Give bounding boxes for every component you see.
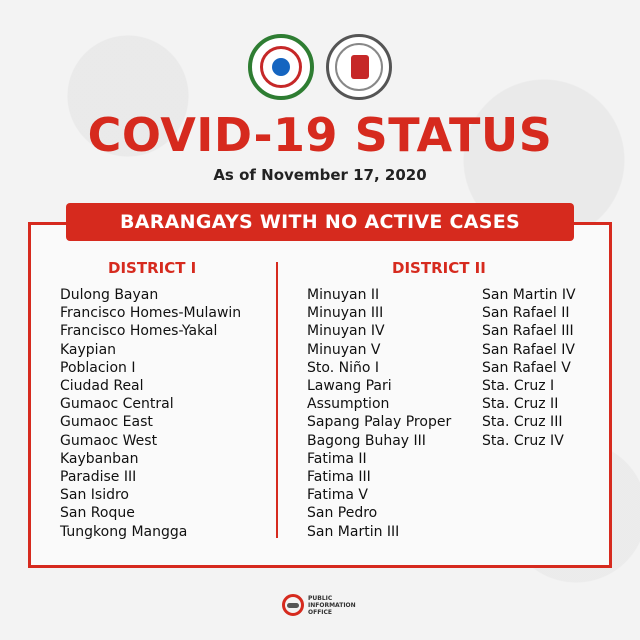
logo-row	[0, 34, 640, 100]
barangay-item: Poblacion I	[60, 359, 136, 376]
pio-logo-icon	[282, 594, 304, 616]
barangay-item: Minuyan IV	[307, 323, 385, 340]
barangay-item: Ciudad Real	[60, 378, 144, 395]
pio-line-3: OFFICE	[308, 608, 333, 616]
page-title: COVID-19 STATUS	[87, 108, 553, 162]
barangay-item: Gumaoc East	[60, 414, 153, 431]
municipal-seal-icon	[248, 34, 314, 100]
barangay-item: Tungkong Mangga	[60, 523, 188, 540]
barangay-item: Kaypian	[60, 341, 117, 358]
barangay-item: Paradise III	[60, 469, 137, 486]
barangay-item: Sta. Cruz II	[482, 396, 559, 413]
pio-line-2: INFORMATION	[308, 601, 356, 609]
health-office-seal-icon	[326, 34, 392, 100]
barangay-item: Gumaoc West	[60, 432, 158, 449]
barangay-item: San Martin IV	[482, 287, 576, 303]
barangay-item: San Isidro	[60, 487, 130, 504]
pio-text	[308, 595, 356, 616]
barangay-item: Minuyan III	[307, 305, 384, 322]
barangay-item: San Rafael III	[482, 323, 574, 340]
pio-line-1: PUBLIC	[308, 594, 333, 602]
barangay-item: San Rafael V	[482, 359, 571, 376]
barangay-item: Sta. Cruz I	[482, 378, 555, 395]
barangay-item: Fatima III	[307, 469, 371, 486]
barangay-item: Dulong Bayan	[60, 287, 159, 303]
barangay-item: San Rafael IV	[482, 341, 575, 358]
barangay-item: Sto. Niño I	[307, 359, 379, 376]
as-of-date: As of November 17, 2020	[213, 166, 427, 184]
barangay-item: Bagong Buhay III	[307, 432, 426, 449]
barangay-item: Minuyan II	[307, 287, 380, 303]
barangay-item: Kaybanban	[60, 450, 139, 467]
panel-banner: BARANGAYS WITH NO ACTIVE CASES	[66, 203, 574, 241]
barangay-item: Minuyan V	[307, 341, 381, 358]
barangay-item: San Rafael II	[482, 305, 570, 322]
barangay-item: Francisco Homes-Yakal	[60, 323, 218, 340]
district-2-list-a	[307, 286, 451, 541]
district-2-heading: DISTRICT II	[392, 259, 486, 277]
footer	[282, 594, 356, 616]
barangay-item: Fatima V	[307, 487, 368, 504]
barangay-item: Sapang Palay Proper	[307, 414, 452, 431]
barangay-item: San Roque	[60, 505, 135, 522]
barangay-item: San Pedro	[307, 505, 378, 522]
district-1-list	[60, 286, 241, 541]
barangay-item: Sta. Cruz III	[482, 414, 563, 431]
column-divider	[276, 262, 278, 538]
barangay-item: San Martin III	[307, 523, 400, 540]
barangay-item: Gumaoc Central	[60, 396, 174, 413]
barangay-item: Assumption	[307, 396, 390, 413]
district-1-heading: DISTRICT I	[108, 259, 197, 277]
barangay-item: Francisco Homes-Mulawin	[60, 305, 242, 322]
district-2-list-b	[482, 286, 576, 450]
barangay-item: Lawang Pari	[307, 378, 392, 395]
barangay-item: Fatima II	[307, 450, 367, 467]
barangay-item: Sta. Cruz IV	[482, 432, 564, 449]
